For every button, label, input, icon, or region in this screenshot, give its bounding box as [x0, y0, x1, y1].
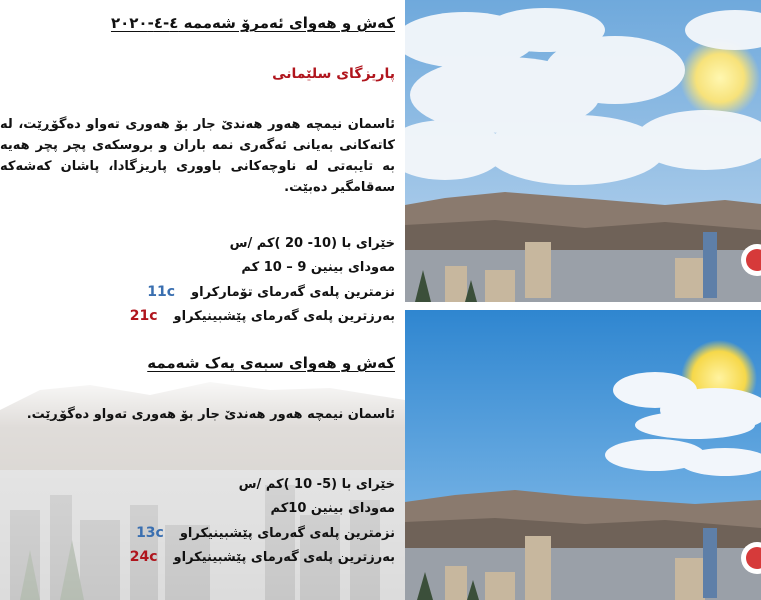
max-temp-label: بەرزترین پلەی گەرمای پێشبینیکراو [173, 309, 395, 324]
min-temp-value: 11c [147, 284, 176, 300]
photo-divider [405, 302, 761, 310]
min-temp-value: 13c [136, 525, 164, 541]
min-temp-label: نزمترین پلەی گەرمای تۆمارکراو [191, 285, 395, 300]
max-temp-value: 24c [129, 549, 158, 565]
max-temp-value: 21c [129, 308, 158, 324]
today-visibility: مەودای بینین 9 – 10 کم [241, 260, 395, 275]
today-weather-photo [405, 0, 761, 302]
min-temp-label: نزمترین پلەی گەرمای پێشبینیکراو [179, 526, 395, 541]
tomorrow-min-temp-row [136, 525, 395, 541]
today-description: ئاسمان نیمچە هەور هەندێ جار بۆ هەوری تەواو دەگۆڕێت، لە کاتەکانی بەیانی ئەگەری نمە باران و بروسکەی پچر پچر هەیە بە تایبەتی لە ناوچەکانی باووری پاریزگادا، پاشان کەشەکە سەقامگیر دەبێت. [0, 117, 395, 195]
today-wind-speed: خێرای با (10- 20 )کم /س [229, 236, 395, 251]
tomorrow-visibility: مەودای بینین 10کم [270, 501, 395, 516]
today-title: کەش و هەوای ئەمرۆ شەممە ٤-٤-٢٠٢٠ [110, 14, 395, 32]
tomorrow-weather-photo [405, 310, 761, 600]
tomorrow-description: ئاسمان نیمچە هەور هەندێ جار بۆ هەوری تەواو دەگۆڕێت. [26, 407, 395, 422]
region-title: پاریزگای سلێمانی [272, 66, 395, 82]
tomorrow-wind-speed: خێرای با (5- 10 )کم /س [238, 477, 395, 492]
tomorrow-title: کەش و هەوای سبەی یەک شەممە [147, 354, 395, 372]
max-temp-label: بەرزترین پلەی گەرمای پێشبینیکراو [173, 550, 395, 565]
today-max-temp-row [130, 308, 395, 324]
today-min-temp-row [147, 284, 395, 300]
tomorrow-max-temp-row [130, 549, 395, 565]
